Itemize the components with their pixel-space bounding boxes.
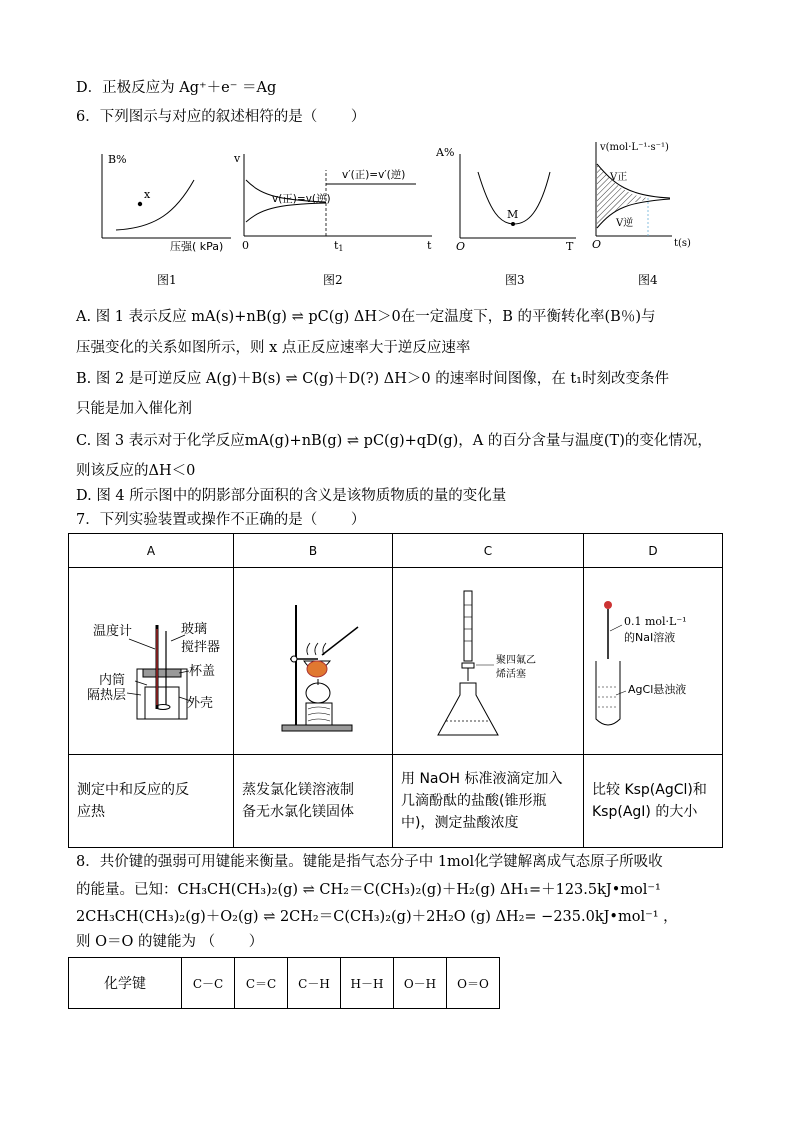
q7-desc-c-line3: 中)，测定盐酸浓度 bbox=[401, 815, 519, 831]
q7-desc-b-line2: 备无水氯化镁固体 bbox=[242, 804, 354, 820]
label-nai-conc: 0.1 mol·L⁻¹ bbox=[624, 615, 687, 628]
label-glass1: 玻璃 bbox=[181, 622, 208, 637]
q6-option-c-line2: 则该反应的ΔH＜0 bbox=[76, 463, 196, 479]
bond-cell: C－H bbox=[288, 958, 341, 1009]
fig4-lower: V逆 bbox=[616, 218, 634, 229]
fig1-point-label: x bbox=[144, 188, 151, 201]
q7-cell-c-figure bbox=[393, 568, 584, 755]
fig4-ylabel: v(mol·L⁻¹·s⁻¹) bbox=[600, 142, 669, 153]
bond-cell: C－C bbox=[182, 958, 235, 1009]
q7-desc-b-line1: 蒸发氯化镁溶液制 bbox=[242, 782, 354, 798]
fig2-caption: 图2 bbox=[323, 273, 343, 287]
fig3-xlabel: T bbox=[566, 240, 574, 253]
q6-option-c-line1: C. 图 3 表示对于化学反应mA(g)+nB(g) ⇌ pC(g)+qD(g)，A 的百分含量与温度(T)的变化情况， bbox=[76, 433, 712, 449]
evaporation-diagram bbox=[238, 569, 388, 749]
label-insulation: 隔热层 bbox=[87, 688, 127, 703]
fig4-origin: O bbox=[592, 238, 602, 251]
fig2-curve-label: v(正)=v(逆) bbox=[272, 193, 331, 205]
q7-desc-d-line1: 比较 Ksp(AgCl)和 bbox=[592, 782, 707, 798]
fig2-t1: t1 bbox=[334, 239, 344, 253]
label-thermometer: 温度计 bbox=[93, 624, 133, 639]
q7-desc-b bbox=[234, 755, 393, 848]
fig2-origin: 0 bbox=[242, 239, 249, 252]
bond-cell: H－H bbox=[341, 958, 394, 1009]
fig2-xend: t bbox=[427, 239, 432, 252]
fig1-ylabel: B% bbox=[108, 153, 127, 166]
fig1-xlabel: 压强( kPa) bbox=[170, 240, 224, 252]
q6-stem: 6．下列图示与对应的叙述相符的是（ ） bbox=[76, 109, 366, 125]
q6-option-d: D. 图 4 所示图中的阴影部分面积的含义是该物质物质的量的变化量 bbox=[76, 488, 507, 504]
q7-desc-a bbox=[69, 755, 234, 848]
figure-4 bbox=[588, 136, 698, 254]
q7-cell-a-figure bbox=[69, 568, 234, 755]
figure-1 bbox=[96, 152, 236, 252]
q6-option-a-line1: A. 图 1 表示反应 mA(s)+nB(g) ⇌ pC(g) ΔH＞0在一定温度下，B 的平衡转化率(B％)与 bbox=[76, 309, 656, 325]
q7-desc-d bbox=[584, 755, 723, 848]
figure-3 bbox=[436, 142, 586, 254]
label-stopcock1: 聚四氟乙 bbox=[496, 655, 536, 666]
fig2-ylabel: v bbox=[234, 152, 241, 165]
q8-line1: 8．共价键的强弱可用键能来衡量。键能是指气态分子中 1mol化学键解离成气态原子所吸收 bbox=[76, 854, 663, 870]
q7-desc-a-line2: 应热 bbox=[77, 804, 105, 820]
fig3-caption: 图3 bbox=[505, 273, 525, 287]
label-lid: 杯盖 bbox=[189, 664, 216, 679]
q7-desc-c-line2: 几滴酚酞的盐酸(锥形瓶 bbox=[401, 793, 547, 809]
calorimeter-diagram bbox=[71, 569, 231, 749]
q7-desc-a-line1: 测定中和反应的反 bbox=[77, 782, 189, 798]
q7-desc-d-line2: Ksp(AgI) 的大小 bbox=[592, 804, 698, 820]
test-tube-diagram bbox=[586, 569, 720, 749]
bond-cell: C＝C bbox=[235, 958, 288, 1009]
fig4-upper: V正 bbox=[610, 172, 628, 183]
fig2-after-label: v′(正)=v′(逆) bbox=[342, 169, 406, 181]
q5-option-d: D．正极反应为 Ag⁺＋e⁻ ＝Ag bbox=[76, 80, 277, 96]
fig3-point-label: M bbox=[507, 208, 519, 221]
label-agcl: AgCl悬浊液 bbox=[628, 683, 687, 696]
fig3-ylabel: A% bbox=[436, 146, 455, 159]
q7-header-d: D bbox=[584, 534, 723, 568]
q8-line2: 的能量。已知：CH₃CH(CH₃)₂(g) ⇌ CH₂＝C(CH₃)₂(g)＋H₂(g) ΔH₁=＋123.5kJ•mol⁻¹ bbox=[76, 882, 661, 898]
q7-desc-c-line1: 用 NaOH 标准液滴定加入 bbox=[401, 771, 563, 787]
bond-cell: O－H bbox=[394, 958, 447, 1009]
q7-header-b: B bbox=[234, 534, 393, 568]
point-m bbox=[511, 222, 515, 226]
point-x bbox=[138, 202, 142, 206]
q8-line3: 2CH₃CH(CH₃)₂(g)＋O₂(g) ⇌ 2CH₂＝C(CH₃)₂(g)＋2H₂O (g) ΔH₂= −235.0kJ•mol⁻¹ ， bbox=[76, 909, 678, 925]
fig4-xlabel: t(s) bbox=[674, 238, 691, 249]
q7-table bbox=[68, 533, 723, 848]
bond-table-head: 化学键 bbox=[69, 958, 182, 1009]
q6-option-b-line1: B. 图 2 是可逆反应 A(g)＋B(s) ⇌ C(g)＋D(?) ΔH＞0 的速率时间图像，在 t₁时刻改变条件 bbox=[76, 371, 669, 387]
label-nai: 的NaI溶液 bbox=[624, 631, 676, 644]
titration-diagram bbox=[398, 569, 578, 749]
q7-cell-d-figure bbox=[584, 568, 723, 755]
label-outer: 外壳 bbox=[187, 696, 214, 711]
q7-header-c: C bbox=[393, 534, 584, 568]
fig4-caption: 图4 bbox=[638, 273, 658, 287]
label-glass2: 搅拌器 bbox=[181, 640, 221, 655]
q8-line4: 则 O＝O 的键能为 （ ） bbox=[76, 934, 264, 950]
bond-energy-table bbox=[68, 957, 500, 1009]
q7-cell-b-figure bbox=[234, 568, 393, 755]
label-stopcock2: 烯活塞 bbox=[496, 669, 526, 680]
q7-header-a: A bbox=[69, 534, 234, 568]
q7-stem: 7．下列实验装置或操作不正确的是（ ） bbox=[76, 512, 366, 528]
fig3-origin: O bbox=[456, 240, 466, 253]
q7-desc-c bbox=[393, 755, 584, 848]
q6-option-a-line2: 压强变化的关系如图所示，则 x 点正反应速率大于逆反应速率 bbox=[76, 340, 471, 356]
fig1-caption: 图1 bbox=[157, 273, 177, 287]
q6-option-b-line2: 只能是加入催化剂 bbox=[76, 401, 192, 417]
label-inner: 内筒 bbox=[99, 673, 126, 688]
bond-cell: O＝O bbox=[447, 958, 500, 1009]
figure-2 bbox=[230, 150, 440, 254]
